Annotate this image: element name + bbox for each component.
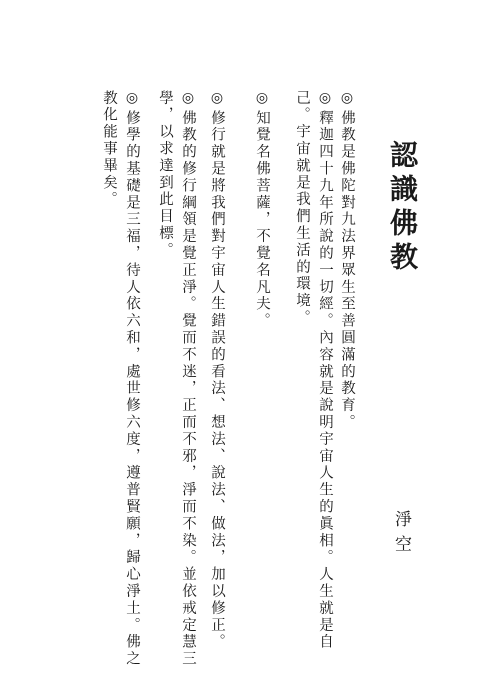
bullet-marker-icon: ◎ [339, 90, 355, 110]
bullet-marker-icon: ◎ [317, 90, 333, 110]
author-name: 淨空 [391, 510, 411, 560]
bullet-marker-icon: ◎ [209, 90, 225, 110]
bullet-marker-icon: ◎ [180, 90, 196, 110]
paragraph-4 [205, 90, 228, 651]
paragraph-text: 修學的基礎是三福，待人依六和，處世修六度，遵普賢願，歸心淨土。佛之教化能事畢矣。 [101, 90, 140, 668]
paragraph-text: 釋迦四十九年所說的一切經。內容就是說明宇宙人生的眞相。人生就是自己。宇宙就是我們生活的環境。 [294, 90, 333, 651]
paragraph-3 [250, 90, 273, 330]
paragraph-text: 修行就是將我們對宇宙人生錯誤的看法、想法、說法、做法，加以修正。 [209, 110, 225, 651]
paragraph-text: 佛教是佛陀對九法界眾生至善圓滿的教育。 [339, 110, 355, 432]
paragraph-5 [153, 90, 199, 670]
paragraph-2 [290, 90, 336, 670]
paragraph-text: 佛教的修行綱領是覺正淨。覺而不迷，正而不邪，淨而不染。並依戒定慧三學，以求達到此目標。 [157, 90, 196, 668]
document-title: 認識佛教 [386, 140, 419, 276]
paragraph-6 [97, 90, 143, 670]
paragraph-text: 知覺名佛菩薩，不覺名凡夫。 [254, 110, 270, 330]
bullet-marker-icon: ◎ [124, 90, 140, 110]
paragraph-1 [335, 90, 358, 431]
bullet-marker-icon: ◎ [254, 90, 270, 110]
